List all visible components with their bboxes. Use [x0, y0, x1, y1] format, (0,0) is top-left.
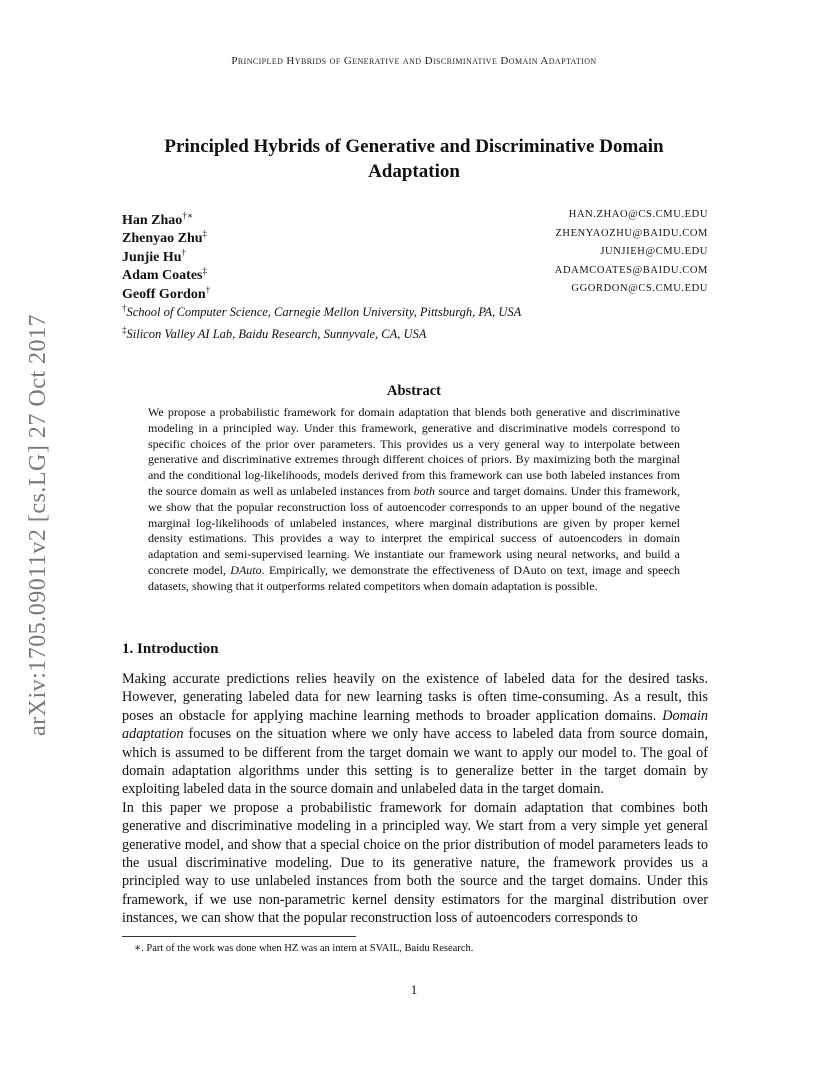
author-email[interactable]: ADAMCOATES@BAIDU.COM: [554, 264, 708, 276]
abstract-heading: Abstract: [387, 383, 441, 399]
author-marks: †: [205, 284, 211, 294]
affiliation: ‡Silicon Valley AI Lab, Baidu Research, Sunnyvale, CA, USA: [122, 324, 427, 341]
author-name: Adam Coates‡: [122, 265, 207, 284]
paragraph: In this paper we propose a probabilistic framework for domain adaptation that combines both generative and discriminative modeling in a principled way. We start from a very simple yet general generative model, and show that a special choice on the prior distribution of model parameters leads to the usual discriminative modeling. Due to its generative nature, the framework provides us a principled way to use unlabeled instances from both the source and the target domains. Under this framework, if we use non-parametric kernel density estimators for the marginal distribution over instances, we can show that the popular reconstruction loss of autoencoders corresponds to: [122, 799, 708, 927]
author-email[interactable]: JUNJIEH@CMU.EDU: [600, 246, 708, 257]
emphasis: Domain adaptation: [122, 707, 708, 743]
author-marks: ‡: [202, 228, 208, 239]
paper-title: [120, 134, 708, 184]
introduction-body: [122, 670, 708, 928]
affiliation-mark: †: [122, 302, 127, 313]
paragraph: Making accurate predictions relies heavily on the existence of labeled data for the desired tasks. However, generating labeled data for new learning tasks is often time-consuming. As a result, this poses an obstacle for applying machine learning methods to broader application domains. Domain adaptation focuses on the situation where we only have access to labeled data from source domain, which is assumed to be different from the target domain we want to apply our model to. The goal of domain adaptation algorithms under this setting is to generalize better in the target domain by exploiting labeled data in the source domain and unlabeled data in the target domain.: [122, 671, 708, 798]
author-row: [122, 243, 708, 265]
emphasis: DAuto: [230, 562, 262, 577]
author-row: [122, 280, 708, 302]
author-name: Junjie Hu†: [122, 247, 187, 265]
author-name: Zhenyao Zhu‡: [122, 228, 208, 247]
abstract-body: We propose a probabilistic framework for domain adaptation that blends both generative and discriminative modeling in a principled way. Under this framework, generative and discriminative models correspond to specific choices of the prior over parameters. This provides us a very general way to interpolate between generative and discriminative extremes through different choices of priors. By maximizing both the marginal and the conditional log-likelihoods, models derived from this framework can use both labeled instances from the source domain as well as unlabeled instances from both source and target domains. Under this framework, we show that the popular reconstruction loss of autoencoder corresponds to an upper bound of the negative marginal log-likelihoods of unlabeled instances, where marginal distributions are given by proper kernel density estimations. This provides a way to interpret the empirical success of autoencoders in domain adaptation and semi-supervised learning. We instantiate our framework using neural networks, and build a concrete model, DAuto. Empirically, we demonstrate the effectiveness of DAuto on text, image and speech datasets, showing that it outperforms related competitors when domain adaptation is possible.: [148, 405, 681, 593]
author-name: Han Zhao†∗: [122, 210, 193, 228]
author-name: Geoff Gordon†: [122, 284, 211, 302]
author-block: [122, 206, 708, 343]
affiliation-mark: ‡: [122, 324, 127, 335]
author-email[interactable]: GGORDON@CS.CMU.EDU: [571, 283, 708, 294]
page-number: 1: [410, 982, 418, 997]
author-marks: †∗: [182, 210, 193, 220]
footnote: ∗. Part of the work was done when HZ was an intern at SVAIL, Baidu Research.: [134, 943, 474, 954]
section-heading: 1. Introduction: [122, 641, 219, 657]
author-row: [122, 225, 708, 247]
author-email[interactable]: HAN.ZHAO@CS.CMU.EDU: [568, 209, 708, 220]
author-row: [122, 206, 708, 228]
title-line-2: Adaptation: [368, 161, 460, 182]
author-row: [122, 262, 708, 284]
arxiv-stamp: arXiv:1705.09011v2 [cs.LG] 27 Oct 2017: [25, 313, 51, 737]
author-email[interactable]: ZHENYAOZHU@BAIDU.COM: [555, 227, 708, 239]
affiliation: †School of Computer Science, Carnegie Mellon University, Pittsburgh, PA, USA: [122, 302, 522, 319]
emphasis: both: [413, 483, 436, 498]
running-head: Principled Hybrids of Generative and Discriminative Domain Adaptation: [231, 55, 597, 67]
author-marks: ‡: [202, 265, 207, 276]
footnote-rule: [122, 936, 356, 937]
author-marks: †: [181, 247, 187, 257]
title-line-1: Principled Hybrids of Generative and Discriminative Domain: [164, 136, 664, 157]
